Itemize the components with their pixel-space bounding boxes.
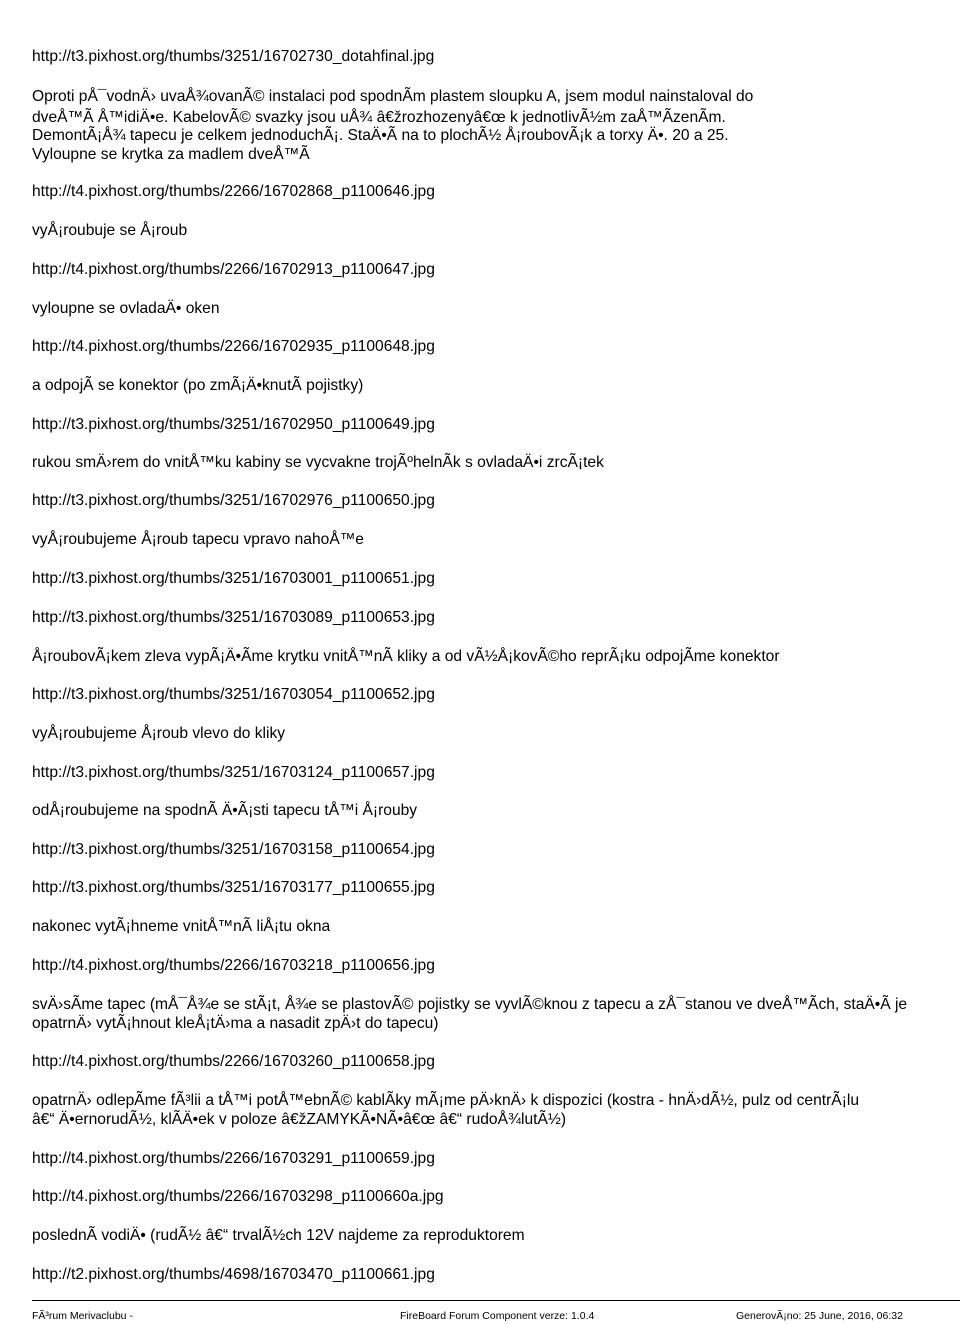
- text-line: odÅ¡roubujeme na spodnÃ Ä•Ã¡sti tapecu tÅ™i Å¡rouby: [32, 802, 418, 819]
- text-line: http://t2.pixhost.org/thumbs/4698/16703470_p1100661.jpg: [32, 1266, 435, 1283]
- text-line: dveÅ™Ã Å™idiÄ•e. KabelovÃ© svazky jsou uÅ¾ â€žrozhozenyâ€œ k jednotlivÃ½m zaÅ™ÃzenÃm.: [32, 109, 726, 126]
- text-line: DemontÃ¡Å¾ tapecu je celkem jednoduchÃ¡. StaÄ•Ã na to plochÃ½ Å¡roubovÃ¡k a torxy Ä•. 20 a 25.: [32, 127, 729, 144]
- text-line: opatrnÄ› odlepÃme fÃ³lii a tÅ™i potÅ™ebnÃ© kablÃky mÃ¡me pÄ›knÄ› k dispozici (kostra - hnÄ›dÃ½, pulz od centrÃ¡lu: [32, 1092, 860, 1109]
- text-line: â€“ Ä•ernorudÃ½, klÃÄ•ek v poloze â€žZAMYKÃ•NÃ•â€œ â€“ rudoÅ¾lutÃ½): [32, 1111, 567, 1128]
- footer-generated-at: GenerovÃ¡no: 25 June, 2016, 06:32: [736, 1310, 903, 1322]
- text-line: svÄ›sÃme tapec (mÅ¯Å¾e se stÃ¡t, Å¾e se plastovÃ© pojistky se vyvlÃ©knou z tapecu a zÅ¯stanou ve dveÅ™Ãch, staÄ•Ã je: [32, 996, 908, 1013]
- text-line: http://t3.pixhost.org/thumbs/3251/16702976_p1100650.jpg: [32, 492, 435, 509]
- text-line: http://t3.pixhost.org/thumbs/3251/16703001_p1100651.jpg: [32, 570, 435, 587]
- text-line: http://t4.pixhost.org/thumbs/2266/16702913_p1100647.jpg: [32, 261, 435, 278]
- text-line: http://t3.pixhost.org/thumbs/3251/16703158_p1100654.jpg: [32, 841, 435, 858]
- text-line: http://t4.pixhost.org/thumbs/2266/16702868_p1100646.jpg: [32, 183, 435, 200]
- text-line: a odpojÃ se konektor (po zmÃ¡Ä•knutÃ pojistky): [32, 377, 364, 394]
- text-line: http://t4.pixhost.org/thumbs/2266/16703298_p1100660a.jpg: [32, 1188, 444, 1205]
- footer-forum-name: FÃ³rum Merivaclubu -: [32, 1310, 133, 1322]
- text-line: Vyloupne se krytka za madlem dveÅ™Ã: [32, 146, 310, 163]
- text-line: http://t4.pixhost.org/thumbs/2266/16703260_p1100658.jpg: [32, 1053, 435, 1070]
- page-footer: [32, 1300, 960, 1324]
- text-line: vyÅ¡roubujeme Å¡roub tapecu vpravo nahoÅ™e: [32, 531, 364, 548]
- text-line: rukou smÄ›rem do vnitÅ™ku kabiny se vycvakne trojÃºhelnÃk s ovladaÄ•i zrcÃ¡tek: [32, 454, 604, 471]
- footer-component: FireBoard Forum Component verze: 1.0.4: [400, 1310, 595, 1322]
- text-line: vyÅ¡roubuje se Å¡roub: [32, 222, 188, 239]
- text-line: Å¡roubovÃ¡kem zleva vypÃ¡Ä•Ãme krytku vnitÅ™nÃ kliky a od vÃ½Å¡kovÃ©ho reprÃ¡ku odpojÃme konektor: [32, 648, 780, 665]
- text-line: http://t3.pixhost.org/thumbs/3251/16703089_p1100653.jpg: [32, 609, 435, 626]
- text-line: Oproti pÅ¯vodnÄ› uvaÅ¾ovanÃ© instalaci pod spodnÃm plastem sloupku A, jsem modul nainstaloval do: [32, 88, 754, 105]
- text-line: http://t4.pixhost.org/thumbs/2266/16703291_p1100659.jpg: [32, 1150, 435, 1167]
- text-line: poslednÃ vodiÄ• (rudÃ½ â€“ trvalÃ½ch 12V najdeme za reproduktorem: [32, 1227, 525, 1244]
- text-line: http://t4.pixhost.org/thumbs/2266/16702935_p1100648.jpg: [32, 338, 435, 355]
- text-line: vyloupne se ovladaÄ• oken: [32, 300, 220, 317]
- text-line: nakonec vytÃ¡hneme vnitÅ™nÃ liÅ¡tu okna: [32, 918, 331, 935]
- text-line: http://t4.pixhost.org/thumbs/2266/16703218_p1100656.jpg: [32, 957, 435, 974]
- text-line: http://t3.pixhost.org/thumbs/3251/16703124_p1100657.jpg: [32, 764, 435, 781]
- text-line: vyÅ¡roubujeme Å¡roub vlevo do kliky: [32, 725, 286, 742]
- text-line: http://t3.pixhost.org/thumbs/3251/16702730_dotahfinal.jpg: [32, 48, 435, 65]
- text-line: http://t3.pixhost.org/thumbs/3251/16703177_p1100655.jpg: [32, 879, 435, 896]
- text-line: http://t3.pixhost.org/thumbs/3251/16702950_p1100649.jpg: [32, 416, 435, 433]
- text-line: opatrnÄ› vytÃ¡hnout kleÅ¡tÄ›ma a nasadit zpÄ›t do tapecu): [32, 1015, 439, 1032]
- text-line: http://t3.pixhost.org/thumbs/3251/16703054_p1100652.jpg: [32, 686, 435, 703]
